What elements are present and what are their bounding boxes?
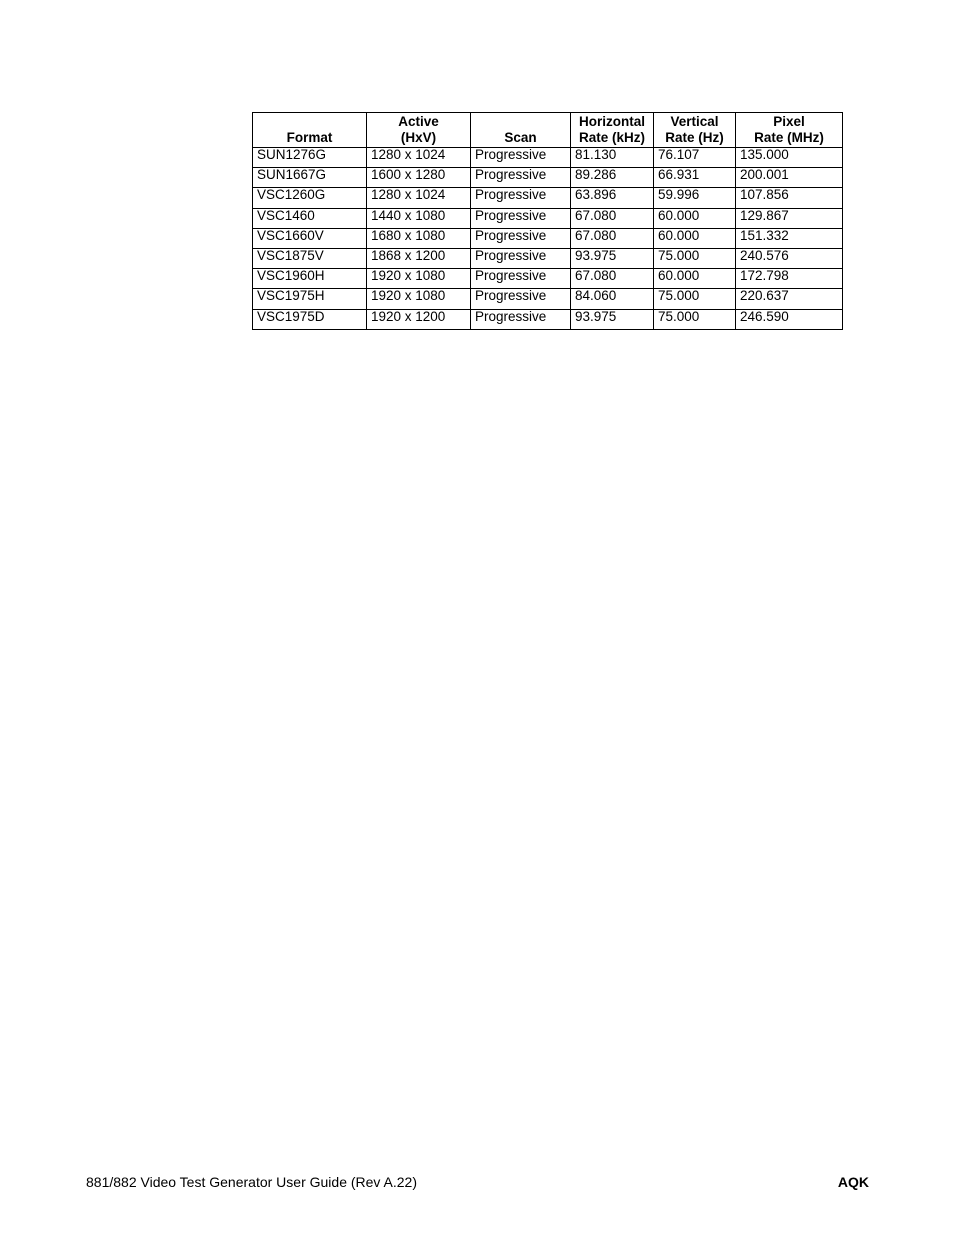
cell-vertical-rate: 60.000 [654,228,736,248]
cell-pixel-rate: 220.637 [736,289,843,309]
cell-active: 1440 x 1080 [367,208,471,228]
cell-active: 1280 x 1024 [367,148,471,168]
cell-horizontal-rate: 81.130 [571,148,654,168]
table-row [253,208,843,228]
cell-horizontal-rate: 93.975 [571,309,654,329]
cell-format: VSC1460 [253,208,367,228]
footer-document-title: 881/882 Video Test Generator User Guide (Rev A.22) [86,1174,418,1190]
cell-pixel-rate: 200.001 [736,168,843,188]
table-row [253,188,843,208]
cell-format: VSC1660V [253,228,367,248]
cell-vertical-rate: 59.996 [654,188,736,208]
table-row [253,168,843,188]
cell-pixel-rate: 151.332 [736,228,843,248]
cell-format: VSC1260G [253,188,367,208]
cell-pixel-rate: 129.867 [736,208,843,228]
header-active: Active (HxV) [367,113,471,148]
cell-horizontal-rate: 67.080 [571,228,654,248]
cell-horizontal-rate: 84.060 [571,289,654,309]
cell-scan: Progressive [471,208,571,228]
cell-active: 1280 x 1024 [367,188,471,208]
cell-vertical-rate: 76.107 [654,148,736,168]
cell-scan: Progressive [471,309,571,329]
header-vertical-rate: Vertical Rate (Hz) [654,113,736,148]
table-row [253,289,843,309]
cell-vertical-rate: 75.000 [654,289,736,309]
cell-scan: Progressive [471,188,571,208]
table-header-row [253,113,843,148]
cell-active: 1920 x 1080 [367,289,471,309]
format-table [252,112,843,330]
cell-format: SUN1667G [253,168,367,188]
cell-horizontal-rate: 67.080 [571,208,654,228]
cell-active: 1920 x 1080 [367,269,471,289]
table-row [253,228,843,248]
header-pixel-rate: Pixel Rate (MHz) [736,113,843,148]
cell-vertical-rate: 66.931 [654,168,736,188]
footer-section-label: AQK [837,1174,869,1190]
cell-scan: Progressive [471,148,571,168]
table-row [253,248,843,268]
cell-horizontal-rate: 67.080 [571,269,654,289]
cell-vertical-rate: 60.000 [654,269,736,289]
cell-horizontal-rate: 93.975 [571,248,654,268]
cell-pixel-rate: 135.000 [736,148,843,168]
cell-active: 1920 x 1200 [367,309,471,329]
cell-active: 1680 x 1080 [367,228,471,248]
cell-horizontal-rate: 89.286 [571,168,654,188]
cell-scan: Progressive [471,269,571,289]
cell-format: VSC1975H [253,289,367,309]
cell-format: VSC1875V [253,248,367,268]
cell-format: VSC1975D [253,309,367,329]
cell-format: VSC1960H [253,269,367,289]
table-row [253,148,843,168]
cell-scan: Progressive [471,248,571,268]
table-row [253,269,843,289]
cell-vertical-rate: 60.000 [654,208,736,228]
header-scan: Scan [471,113,571,148]
cell-pixel-rate: 240.576 [736,248,843,268]
cell-scan: Progressive [471,228,571,248]
cell-vertical-rate: 75.000 [654,248,736,268]
cell-format: SUN1276G [253,148,367,168]
cell-active: 1600 x 1280 [367,168,471,188]
cell-active: 1868 x 1200 [367,248,471,268]
header-format: Format [253,113,367,148]
cell-horizontal-rate: 63.896 [571,188,654,208]
cell-scan: Progressive [471,289,571,309]
cell-scan: Progressive [471,168,571,188]
cell-pixel-rate: 107.856 [736,188,843,208]
table-row [253,309,843,329]
header-horizontal-rate: Horizontal Rate (kHz) [571,113,654,148]
cell-vertical-rate: 75.000 [654,309,736,329]
cell-pixel-rate: 246.590 [736,309,843,329]
cell-pixel-rate: 172.798 [736,269,843,289]
